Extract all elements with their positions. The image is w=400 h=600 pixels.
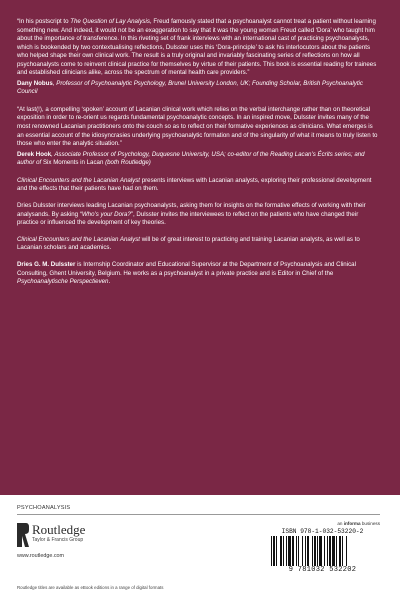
barcode-bar: [298, 536, 299, 566]
barcode-bar: [283, 536, 284, 566]
review-affiliation-1: , Professor of Psychoanalytic Psychology, Brunel University London, UK; Founding Scholar, British Psychoanalytic Council: [17, 79, 363, 96]
barcode-bar: [305, 536, 306, 566]
barcode-bar: [336, 536, 337, 566]
review-attribution-1: [17, 80, 380, 97]
informa-tagline: an informa business: [337, 521, 380, 526]
cover-footer: [0, 495, 400, 600]
publisher-group: Taylor & Francis Group: [32, 537, 84, 543]
barcode-bar: [273, 536, 275, 566]
barcode-bar: [339, 536, 341, 566]
informa-brand: informa: [343, 521, 361, 526]
barcode-bar: [307, 536, 309, 566]
publisher-logo: [17, 523, 137, 563]
barcode-bar: [317, 536, 318, 566]
isbn-label: ISBN 978-1-032-53220-2: [281, 528, 364, 535]
barcode-bar: [296, 536, 297, 566]
barcode-bar: [332, 536, 335, 566]
barcode-bar: [271, 536, 272, 566]
description-paragraph-2: Dries Dulsster interviews leading Lacanian psychoanalysts, asking them for insights on the formative effects of working with their analysands. By asking “Who’s your Dora?”, Dulsster invites the interviewees to reflect on the patients who have changed their practice or influenced the development of key theories.: [17, 202, 366, 227]
description-paragraph-1: Clinical Encounters and the Lacanian Analyst presents interviews with Lacanian analysts, exploring their professional development and the effects that their patients have had on them.: [17, 176, 372, 193]
barcode-bar: [342, 536, 343, 566]
review-author-1: Dany Nobus: [17, 79, 53, 87]
barcode-bar: [314, 536, 316, 566]
back-cover-text: [17, 18, 380, 295]
barcode-number: 9 781032 532202: [288, 566, 357, 574]
divider: [17, 514, 380, 515]
barcode-bar: [319, 536, 322, 566]
barcode-bar: [288, 536, 291, 566]
review-attribution-2: [17, 151, 380, 168]
barcode-bar: [324, 536, 325, 566]
barcode-bar: [292, 536, 294, 566]
isbn-barcode: [265, 528, 380, 576]
routledge-logo-icon: [17, 523, 29, 547]
barcode-bar: [286, 536, 287, 566]
ebook-note: Routledge titles are available as eBook editions in a range of digital formats: [17, 585, 164, 590]
author-bio: Dries G. M. Dulsster is Internship Coordinator and Educational Supervisor at the Department of Psychoanalysis and Clinical Consulting, Ghent University, Belgium. He works as a psychoanalyst in a private practice and is Editor in Chief of the Psychoanalytische Perspectieven.: [17, 261, 356, 286]
description-paragraph-3: Clinical Encounters and the Lacanian Analyst will be of great interest to practicing and training Lacanian analysts, as well as to Lacanian scholars and academics.: [17, 235, 360, 252]
barcode-bar: [312, 536, 313, 566]
publisher-name: Routledge: [32, 522, 86, 537]
barcode-bars: [271, 536, 374, 566]
review-author-2: Derek Hook: [17, 150, 52, 158]
barcode-bar: [302, 536, 303, 566]
subject-category: PSYCHOANALYSIS: [17, 505, 71, 511]
barcode-bar: [346, 536, 347, 566]
barcode-bar: [276, 536, 277, 566]
review-affiliation-2: , Associate Professor of Psychology, Duquesne University, USA; co-editor of the Reading Lacan’s Écrits series; and author of Six Moments in Lacan (both Routledge): [17, 150, 365, 167]
review-quote-1: “In his postscript to The Question of Lay Analysis, Freud famously stated that a psychoanalyst cannot treat a patient without learning something new. And indeed, it would not be an exaggeration to say that it was the young woman Freud called ‘Dora’ who taught him about the importance of transference. In this riveting set of frank interviews with an international cast of practicing psychoanalysts, which is bookended by two contextualising reflections, Dulsster uses this ‘Dora-principle’ to ask his interlocutors about the patients who helped shape their own clinical work. The result is a truly original and invariably fascinating series of reflections on how all psychoanalysts come to reinvent clinical practice for themselves by virtue of their patients. This book is essential reading for trainees and established clinicians alike, across the spectrum of mental health care providers.”: [17, 18, 377, 77]
publisher-url: www.routledge.com: [17, 553, 65, 559]
barcode-bar: [280, 536, 282, 566]
barcode-bar: [327, 536, 328, 566]
barcode-bar: [329, 536, 331, 566]
review-quote-2: “At last(!), a compelling ‘spoken’ account of Lacanian clinical work which relies on the verbal interchange rather than on theoretical exposition in order to re-orient us regards fundamental psychoanalytic concepts. In an inspired move, Dulsster invites many of the most renowned Lacanian practitioners onto the couch so as to reflect on their formative experiences as clinicians. What emerges is an essential account of the idiosyncrasies underlying psychoanalytic formation and of the singularity of what it means to truly listen to those who enter the analytic situation.”: [17, 105, 378, 148]
